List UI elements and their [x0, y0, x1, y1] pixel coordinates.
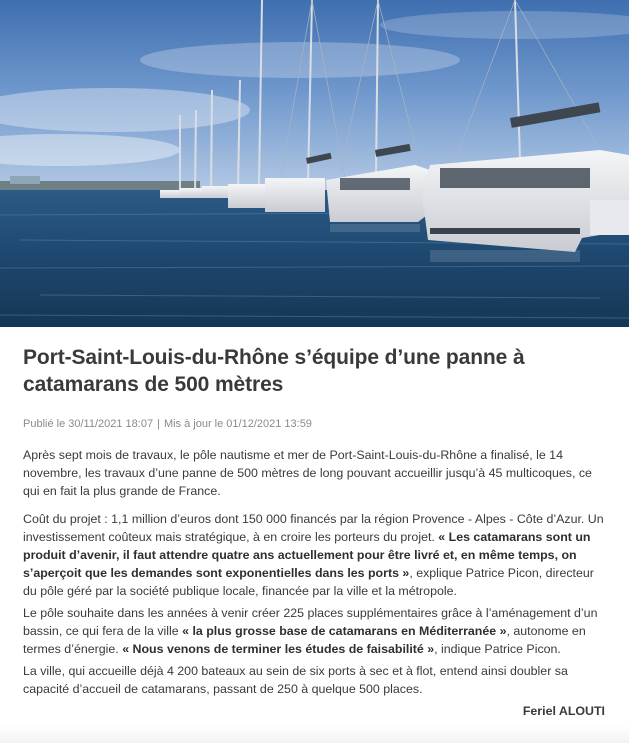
updated-date: Mis à jour le 01/12/2021 13:59	[163, 418, 312, 430]
article-title: Port-Saint-Louis-du-Rhône s’équipe d’une panne à catamarans de 500 mètres	[23, 346, 525, 396]
article-meta	[23, 417, 607, 431]
paragraph-3-text-a: Le pôle souhaite dans les années à venir créer 225 places supplémentaires grâce à l’aménagement d’un bassin, ce qui fera de la ville	[23, 606, 598, 638]
article-text	[23, 446, 607, 720]
article-body	[0, 344, 629, 720]
published-date: Publié le 30/11/2021 18:07	[23, 418, 154, 430]
meta-separator: |	[157, 418, 160, 430]
paragraph-3	[23, 604, 607, 658]
paragraph-3-text-c: , autonome en termes d’énergie.	[23, 624, 586, 656]
paragraph-3-text-e: , indique Patrice Picon.	[434, 642, 561, 656]
paragraph-4: La ville, qui accueille déjà 4 200 bateaux au sein de six ports à sec et à flot, entend ainsi doubler sa capacité d’accueil de catamarans, passant de 250 à quelque 500 places.	[23, 664, 568, 696]
paragraph-1: Après sept mois de travaux, le pôle nautisme et mer de Port-Saint-Louis-du-Rhône a finalisé, le 14 novembre, les travaux d’une panne de 500 mètres de long pouvant accueillir jusqu’à 45 multicoques, ce qui en fait la plus grande de France.	[23, 448, 592, 498]
paragraph-2-quote: « Les catamarans sont un produit d’avenir, il faut attendre quatre ans actuellement pour être livré et, en même temps, on s’aperçoit que les demandes sont exponentielles dans les ports »	[23, 530, 591, 580]
marina-photo	[0, 0, 629, 327]
hero-photo	[0, 0, 629, 327]
paragraph-2	[23, 510, 607, 600]
paragraph-2-text-c: , explique Patrice Picon, directeur du pôle géré par la société publique locale, financée par la ville et la métropole.	[23, 566, 594, 598]
article-author: Feriel ALOUTI	[522, 704, 605, 718]
bottom-fade	[0, 725, 629, 743]
paragraph-2-text-a: Coût du projet : 1,1 million d’euros dont 150 000 financés par la région Provence - Alpes - Côte d’Azur. Un investissement coûteux mais stratégique, à en croire les porteurs du projet.	[23, 512, 604, 544]
paragraph-3-quote-1: « la plus grosse base de catamarans en Méditerranée »	[182, 624, 507, 638]
paragraph-3-quote-2: « Nous venons de terminer les études de faisabilité »	[122, 642, 435, 656]
